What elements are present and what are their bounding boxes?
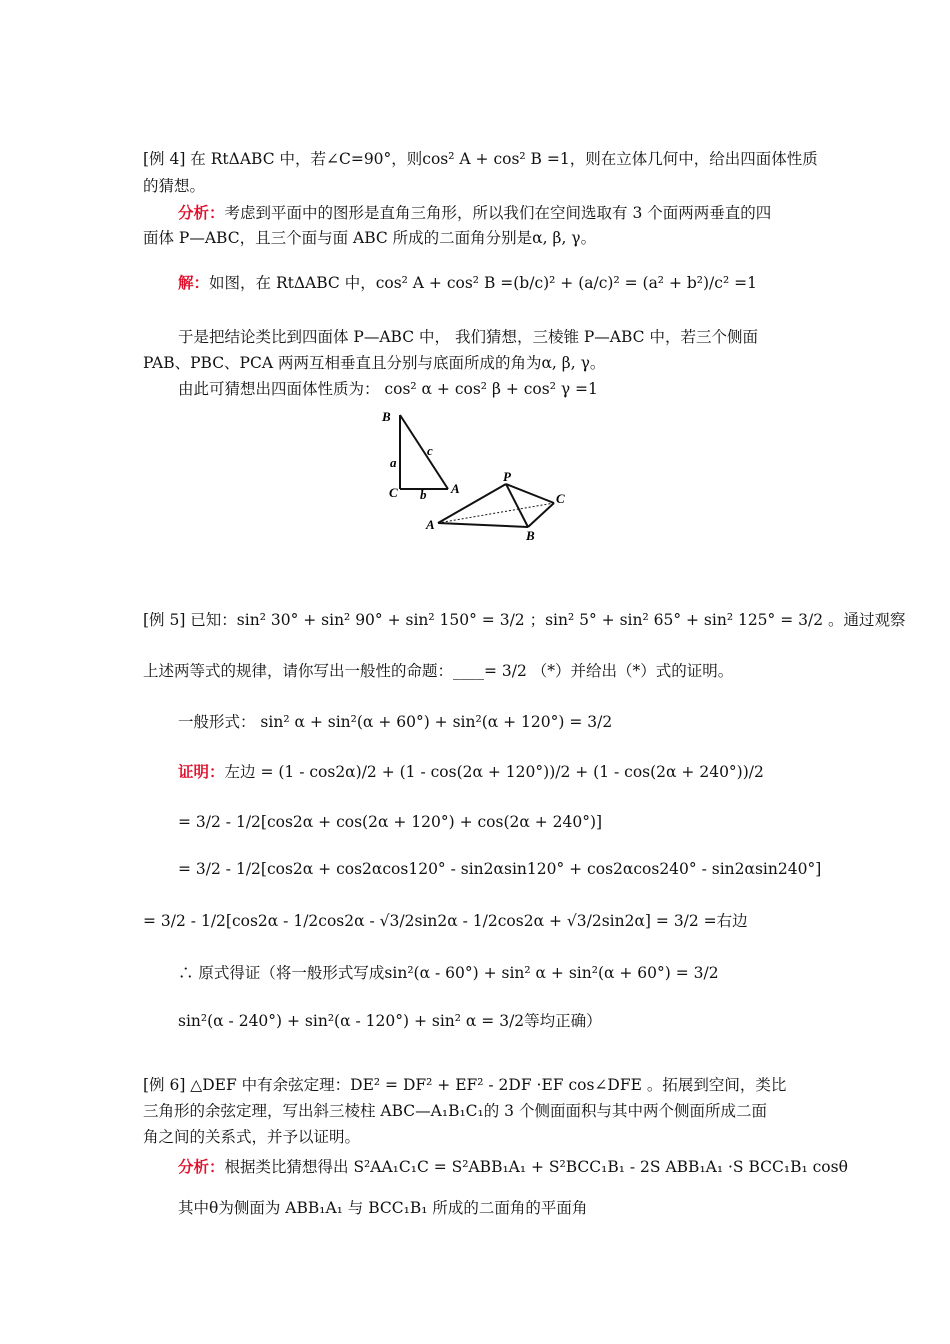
- ex4-analysis-line2: 面体 P—ABC，且三个面与面 ABC 所成的二面角分别是α, β, γ。: [143, 229, 597, 247]
- label-C1: C: [389, 485, 398, 500]
- label-c: c: [427, 443, 433, 458]
- ex4-para3: 由此可猜想出四面体性质为： cos² α + cos² β + cos² γ =1: [178, 380, 598, 398]
- ex6-analysis-text: 根据类比猜想得出 S²AA₁C₁C = S²ABB₁A₁ + S²BCC₁B₁ - 2S ABB₁A₁ ·S BCC₁B₁ cosθ: [224, 1158, 848, 1176]
- ex5-proof-3: = 3/2 - 1/2[cos2α + cos2αcos120° - sin2αsin120° + cos2αcos240° - sin2αsin240°]: [178, 860, 822, 878]
- ex5-general-form: 一般形式： sin² α + sin²(α + 60°) + sin²(α + 120°) = 3/2: [178, 713, 613, 731]
- ex6-line1: [例 6] △DEF 中有余弦定理：DE² = DF² + EF² - 2DF ·EF cos∠DFE 。拓展到空间，类比: [143, 1076, 787, 1094]
- tetra-edge-BC: [528, 503, 554, 527]
- ex6-analysis: [178, 1156, 848, 1178]
- ex5-proof-1: [178, 761, 764, 783]
- ex5-conclusion-2: sin²(α - 240°) + sin²(α - 120°) + sin² α = 3/2等均正确）: [178, 1012, 602, 1030]
- ex4-para2-line2: PAB、PBC、PCA 两两互相垂直且分别与底面所成的角为α, β, γ。: [143, 354, 606, 372]
- ex5-line1: [例 5] 已知：sin² 30° + sin² 90° + sin² 150° = 3/2 ；sin² 5° + sin² 65° + sin² 125° = 3/2 。通过观察: [143, 611, 906, 629]
- ex5-line2: 上述两等式的规律，请你写出一般性的命题：____= 3/2 （*）并给出（*）式的证明。: [143, 662, 734, 680]
- label-P: P: [503, 469, 511, 484]
- label-C2: C: [556, 491, 565, 506]
- label-B1: B: [382, 409, 391, 424]
- analysis-label: 分析：: [178, 203, 225, 222]
- ex6-analysis-label: 分析：: [178, 1157, 225, 1176]
- ex6-last-line: 其中θ为侧面为 ABB₁A₁ 与 BCC₁B₁ 所成的二面角的平面角: [178, 1199, 588, 1217]
- label-A1: A: [451, 481, 460, 496]
- ex6-line3: 角之间的关系式，并予以证明。: [143, 1128, 361, 1146]
- tetra-edge-AP: [438, 484, 506, 523]
- ex5-proof-2: = 3/2 - 1/2[cos2α + cos(2α + 120°) + cos(2α + 240°)]: [178, 813, 603, 831]
- solution-text: 如图，在 RtΔABC 中，cos² A + cos² B =(b/c)² + (a/c)² = (a² + b²)/c² =1: [209, 274, 757, 292]
- proof-label: 证明：: [178, 762, 225, 781]
- tetra-edge-AB: [438, 523, 528, 527]
- ex5-conclusion-1: ∴ 原式得证（将一般形式写成sin²(α - 60°) + sin² α + sin²(α + 60°) = 3/2: [178, 964, 719, 982]
- triangle-side-c: [400, 415, 448, 489]
- ex4-solution: [178, 272, 757, 294]
- label-b: b: [420, 487, 427, 502]
- label-a: a: [390, 455, 397, 470]
- ex5-proof-4: = 3/2 - 1/2[cos2α - 1/2cos2α - √3/2sin2α - 1/2cos2α + √3/2sin2α] = 3/2 =右边: [143, 912, 748, 930]
- proof-step-1: 左边 = (1 - cos2α)/2 + (1 - cos(2α + 120°))/2 + (1 - cos(2α + 240°))/2: [224, 763, 764, 781]
- ex6-line2: 三角形的余弦定理，写出斜三棱柱 ABC—A₁B₁C₁的 3 个侧面面积与其中两个侧面所成二面: [143, 1102, 767, 1120]
- ex4-analysis: [178, 202, 771, 224]
- ex4-line1: [例 4] 在 RtΔABC 中，若∠C=90°，则cos² A + cos² B =1，则在立体几何中，给出四面体性质: [143, 150, 818, 168]
- label-A2: A: [426, 517, 435, 532]
- geometry-figure: [370, 405, 590, 555]
- ex4-line2: 的猜想。: [143, 177, 206, 195]
- label-B2: B: [526, 528, 535, 543]
- solution-label: 解：: [178, 273, 210, 292]
- analysis-text-1: 考虑到平面中的图形是直角三角形，所以我们在空间选取有 3 个面两两垂直的四: [224, 204, 772, 222]
- ex4-para2-line1: 于是把结论类比到四面体 P—ABC 中， 我们猜想，三棱锥 P—ABC 中，若三个侧面: [178, 328, 758, 346]
